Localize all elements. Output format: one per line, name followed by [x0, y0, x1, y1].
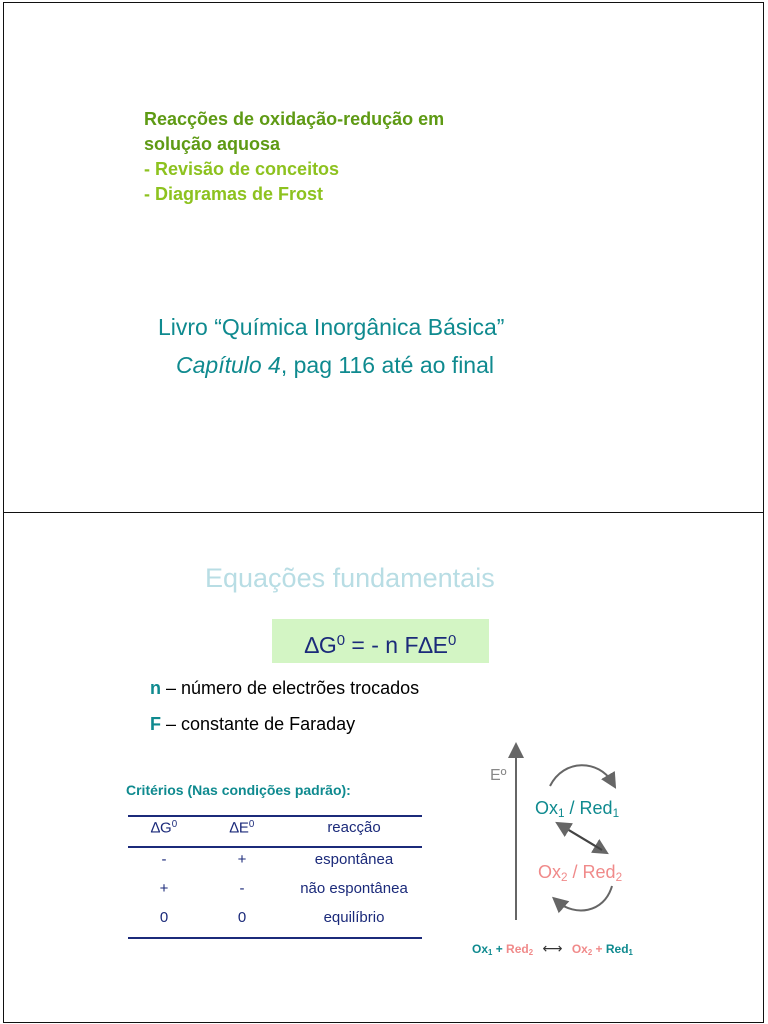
delta-symbol: ∆ [304, 632, 319, 659]
reaction-red1: Red [605, 942, 629, 956]
row1-dg: - [161, 851, 167, 868]
reaction-ox1-sub: 1 [488, 947, 493, 957]
header-delta-symbol-2: ∆ [229, 819, 239, 837]
couple1-red: Red [579, 798, 613, 818]
slide1-title-line1: Reacções de oxidação-redução em [144, 109, 445, 129]
equilibrium-arrow: ⟷ [542, 940, 563, 956]
definition-f-symbol: F [150, 714, 161, 734]
couple1-sep: / [564, 798, 580, 818]
slide2-title: Equações fundamentais [205, 563, 495, 593]
row1-de: + [237, 851, 247, 868]
header-delta-symbol: ∆ [150, 819, 161, 837]
couple2-red-sub: 2 [615, 870, 623, 884]
slide1-bullet-2: - Diagramas de Frost [144, 184, 324, 204]
book-chapter: Capítulo 4 [176, 352, 281, 378]
redox-reaction [472, 940, 633, 957]
slide1-title-block [144, 107, 444, 207]
cross-arrow-up [562, 826, 602, 850]
row2-de: - [239, 880, 245, 897]
reaction-ox1: Ox [472, 942, 489, 956]
slide-1 [3, 2, 764, 513]
slide-2 [3, 512, 764, 1023]
formula-middle: = - n F [345, 632, 419, 659]
reaction-ox2-sub: 2 [587, 947, 593, 957]
reaction-red1-sub: 1 [628, 947, 633, 957]
book-reference: Livro “Química Inorgânica Básica” [158, 314, 505, 340]
table-header-rule [128, 846, 422, 848]
table-top-rule [128, 815, 422, 817]
delta-symbol-2: ∆ [418, 632, 433, 659]
book-chapter-line [176, 352, 494, 379]
reaction-ox2: Ox [571, 942, 588, 956]
row3-de: 0 [237, 909, 247, 926]
header-delta-e [212, 819, 272, 836]
formula-e: E [432, 632, 448, 659]
formula-e-sup: 0 [447, 632, 457, 649]
definition-n [150, 678, 419, 699]
criteria-label: Critérios [126, 782, 184, 798]
top-curved-arrow [550, 765, 612, 786]
row1-reaction: espontânea [314, 851, 394, 868]
couple1-ox-sub: 1 [558, 806, 565, 820]
formula-box [272, 619, 489, 663]
couple2-sep: / [567, 862, 583, 882]
couple1-red-sub: 1 [612, 806, 620, 820]
row3-reaction: equilíbrio [323, 909, 385, 926]
couple2-red: Red [582, 862, 616, 882]
slide1-title-line2: solução aquosa [144, 134, 281, 154]
couple2-ox-sub: 2 [561, 870, 568, 884]
row2-reaction: não espontânea [300, 880, 408, 897]
criteria-heading [126, 782, 351, 798]
header-g: G [160, 819, 172, 837]
header-e-sup: 0 [248, 819, 255, 830]
reaction-plus-1: + [492, 942, 507, 956]
header-delta-g [134, 819, 194, 836]
row2-dg: + [159, 880, 169, 897]
table-bottom-rule [128, 937, 422, 939]
definition-f-text: – constante de Faraday [161, 714, 356, 734]
definition-f [150, 714, 355, 735]
bottom-curved-arrow [558, 886, 612, 910]
gibbs-formula [272, 619, 489, 663]
formula-g: G [318, 632, 337, 659]
axis-label-e0: Eº [490, 767, 507, 784]
header-g-sup: 0 [171, 819, 178, 830]
definition-n-text: – número de electrões trocados [161, 678, 420, 698]
definition-n-symbol: n [150, 678, 161, 698]
header-reaction: reacção [327, 819, 381, 836]
couple2-ox: Ox [538, 862, 562, 882]
criteria-paren: (Nas condições padrão): [183, 782, 351, 798]
couple-ox1-red1 [535, 798, 619, 820]
couple-ox2-red2 [538, 862, 622, 884]
reaction-plus-2: + [592, 942, 606, 956]
formula-g-sup: 0 [336, 632, 346, 649]
reaction-red2: Red [506, 942, 529, 956]
reaction-red2-sub: 2 [528, 947, 534, 957]
header-e: E [238, 819, 249, 837]
book-pages: , pag 116 até ao final [280, 352, 494, 378]
couple1-ox: Ox [535, 798, 559, 818]
slide1-bullet-1: - Revisão de conceitos [144, 159, 340, 179]
row3-dg: 0 [159, 909, 169, 926]
